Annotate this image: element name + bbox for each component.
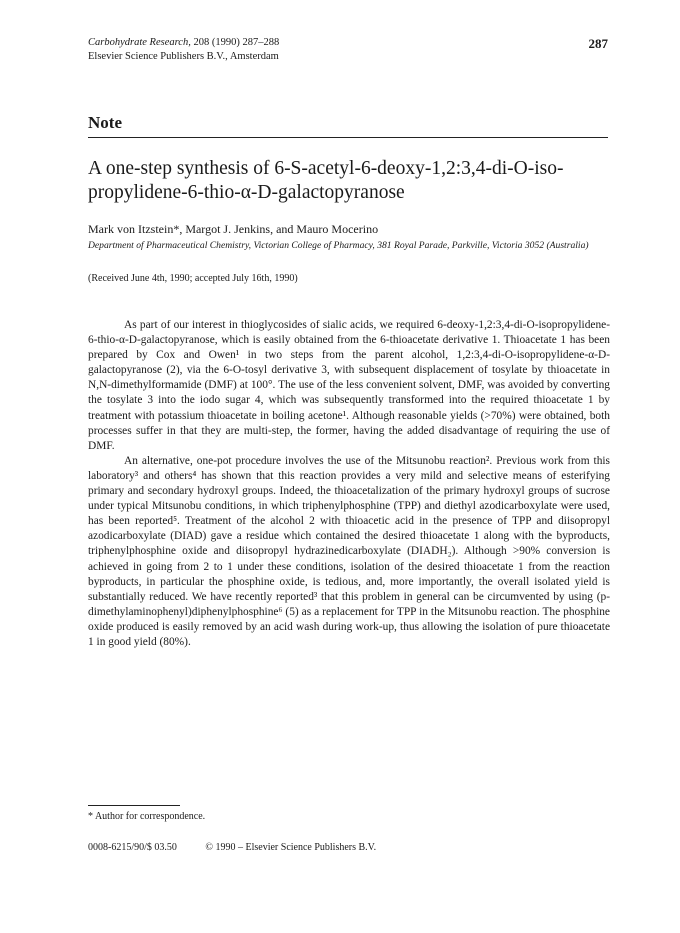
received-dates: (Received June 4th, 1990; accepted July 16th, 1990) <box>88 273 298 284</box>
article-body <box>88 318 610 650</box>
article-title: A one-step synthesis of 6-S-acetyl-6-deoxy-1,2:3,4-di-O-iso-propylidene-6-thio-α-D-galactopyranose <box>88 158 564 203</box>
publisher-line: Elsevier Science Publishers B.V., Amsterdam <box>88 51 279 62</box>
copyright-notice: © 1990 – Elsevier Science Publishers B.V. <box>205 842 377 853</box>
author-list: Mark von Itzstein*, Margot J. Jenkins, and Mauro Mocerino <box>88 222 379 236</box>
section-label: Note <box>88 113 122 132</box>
page-number: 287 <box>588 36 608 51</box>
paragraph-1: As part of our interest in thioglycosides of sialic acids, we required 6-deoxy-1,2:3,4-di-O-isopropylidene-6-thio-α-D-galactopyranose, which is easily obtained from the 6-thioacetate derivative 1. Thioacetate 1 has been prepared by Cox and Owen¹ in two steps from the parent alcohol, 1,2:3,4-di-O-isopropylidene-α-D-galactopyranose (2), via the 6-O-tosyl derivative 3, with subsequent displacement of tosylate by thioacetate in N,N-dimethylformamide (DMF) at 100°. The use of the less convenient solvent, DMF, was avoided by converting the tosylate 3 into the iodo sugar 4, which was subsequently transformed into the required thioacetate 1 by treatment with potassium thioacetate in boiling acetone¹. Although reasonable yields (>70%) were obtained, both processes suffer in that they are multi-step, the former, having the added disadvantage of requiring the use of DMF. <box>88 319 610 452</box>
affiliation: Department of Pharmaceutical Chemistry, Victorian College of Pharmacy, 381 Royal Parade, Parkville, Victoria 3052 (Australia) <box>88 240 589 251</box>
issn-price: 0008-6215/90/$ 03.50 <box>88 842 177 853</box>
journal-citation: 208 (1990) 287–288 <box>190 37 280 48</box>
journal-name: Carbohydrate Research, <box>88 37 191 48</box>
publication-info <box>88 842 376 853</box>
section-rule <box>88 137 608 138</box>
running-header <box>88 36 608 64</box>
footnote-rule <box>88 805 180 806</box>
footnote: * Author for correspondence. <box>88 811 206 822</box>
paragraph-2: An alternative, one-pot procedure involves the use of the Mitsunobu reaction². Previous work from this laboratory³ and others⁴ has shown that this reaction provides a very mild and selective means of esterifying primary and secondary hydroxyl groups. Indeed, the thioacetalization of the primary hydroxyl groups of sucrose under typical Mitsunobu conditions, in which triphenylphosphine (TPP) and diethyl azodicarboxylate were used, has been reported⁵. Treatment of the alcohol 2 with thioacetic acid in the presence of TPP and diisopropyl azodicarboxylate (DIAD) gave a residue which contained the desired thioacetate 1 along with the byproducts, triphenylphosphine oxide and diisopropyl hydrazinedicarboxylate (DIADH₂). Although >90% conversion is achieved in going from 2 to 1 under these conditions, isolation of the desired thioacetate 1 from the reaction byproducts, in particular the phosphine oxide, is tedious, and, more importantly, the overall isolated yield is substantially reduced. We have recently reported³ that this problem in general can be circumvented by using (p-dimethylaminophenyl)diphenylphosphine⁶ (5) as a replacement for TPP in the Mitsunobu reaction. The phosphine oxide produced is easily removed by an acid wash during work-up, thus allowing the isolation of pure thioacetate 1 in good yield (80%). <box>88 454 610 648</box>
